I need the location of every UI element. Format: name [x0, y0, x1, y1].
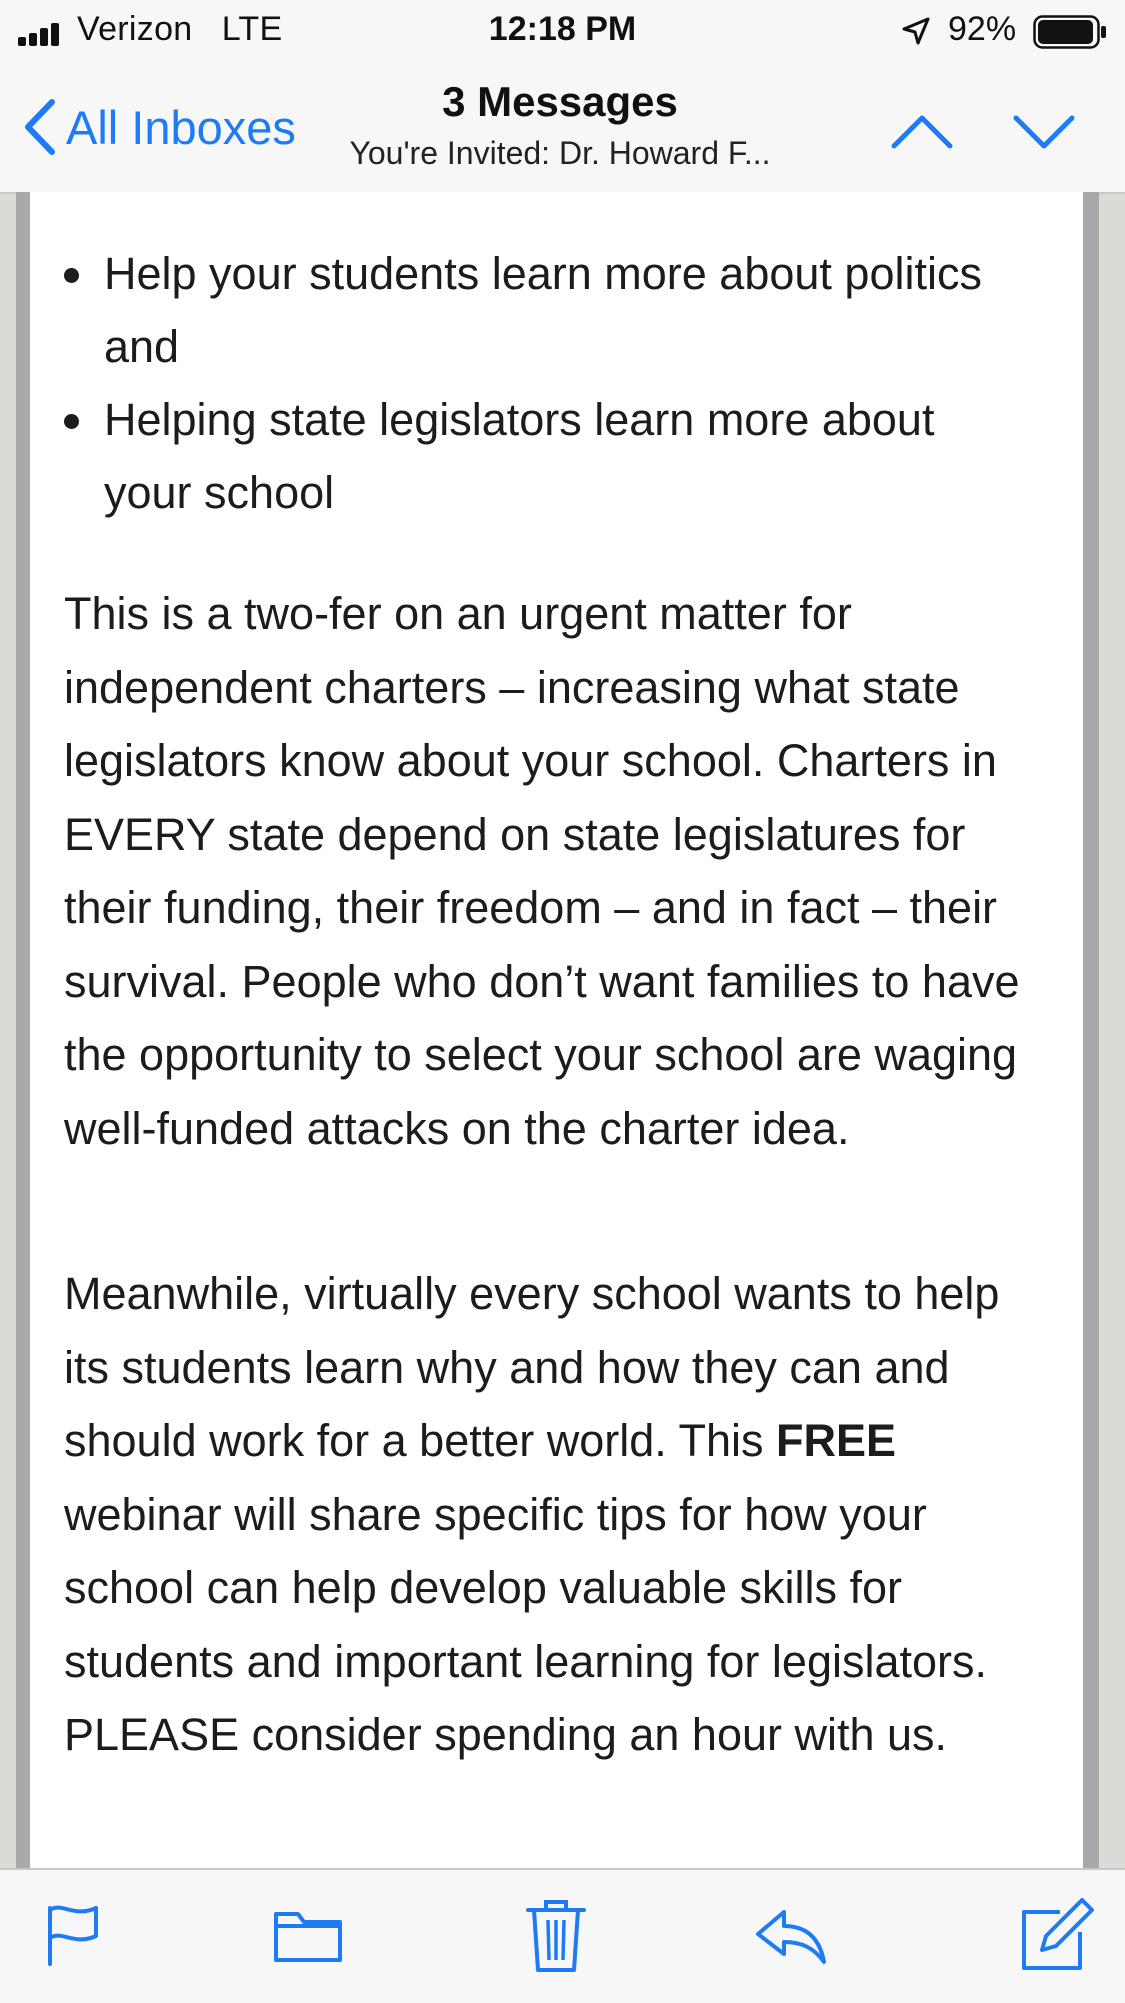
thread-title: 3 Messages: [442, 78, 678, 125]
back-button-label: All Inboxes: [66, 100, 296, 154]
list-item: [0, 383, 1034, 529]
chevron-down-icon[interactable]: [1012, 100, 1076, 164]
list-item-text: Help your students learn more about politics and: [104, 248, 982, 372]
trash-icon[interactable]: [514, 1892, 598, 1976]
thread-subject: You're Invited: Dr. Howard F...: [349, 135, 771, 171]
message-frame-right: [1083, 192, 1099, 1868]
battery-percentage: 92%: [948, 10, 1017, 48]
status-time: 12:18 PM: [488, 10, 637, 48]
navigation-bar: [0, 60, 1125, 194]
bottom-toolbar: [0, 1868, 1125, 2003]
location-arrow-icon: [900, 15, 932, 47]
bullet-list: [0, 237, 1034, 529]
flag-icon[interactable]: [32, 1892, 116, 1976]
paragraph-text: Meanwhile, virtually every school wants to help its students learn why and how they can and should work for a better world. This: [64, 1268, 1000, 1466]
reply-icon[interactable]: [750, 1892, 834, 1976]
paragraph-text: webinar will share specific tips for how your school can help develop valuable skills for students and important learning for legislators. PLEASE consider spending an hour with us.: [64, 1488, 988, 1760]
paragraph-webinar: [64, 1257, 1054, 1772]
bullet-dot: [64, 414, 79, 429]
free-emphasis: FREE: [775, 1415, 896, 1466]
carrier-label: Verizon LTE: [77, 10, 283, 48]
chevron-up-icon[interactable]: [890, 100, 954, 164]
folder-icon[interactable]: [266, 1892, 350, 1976]
list-item-text: Helping state legislators learn more about your school: [104, 394, 935, 518]
list-item: [0, 237, 1034, 383]
battery-icon: [1033, 15, 1107, 49]
status-bar: [0, 0, 1125, 60]
paragraph-charters: This is a two-fer on an urgent matter for independent charters – increasing what state legislators know about your school. Charters in EVERY state depend on state legislatures for their funding, their freedom – and in fact – their survival. People who don’t want families to have the opportunity to select your school are waging well-funded attacks on the charter idea.: [64, 588, 1020, 1154]
back-to-inboxes-button[interactable]: [20, 95, 296, 159]
back-chevron-icon: [20, 96, 60, 158]
bullet-dot: [64, 268, 79, 283]
compose-icon[interactable]: [1012, 1892, 1096, 1976]
